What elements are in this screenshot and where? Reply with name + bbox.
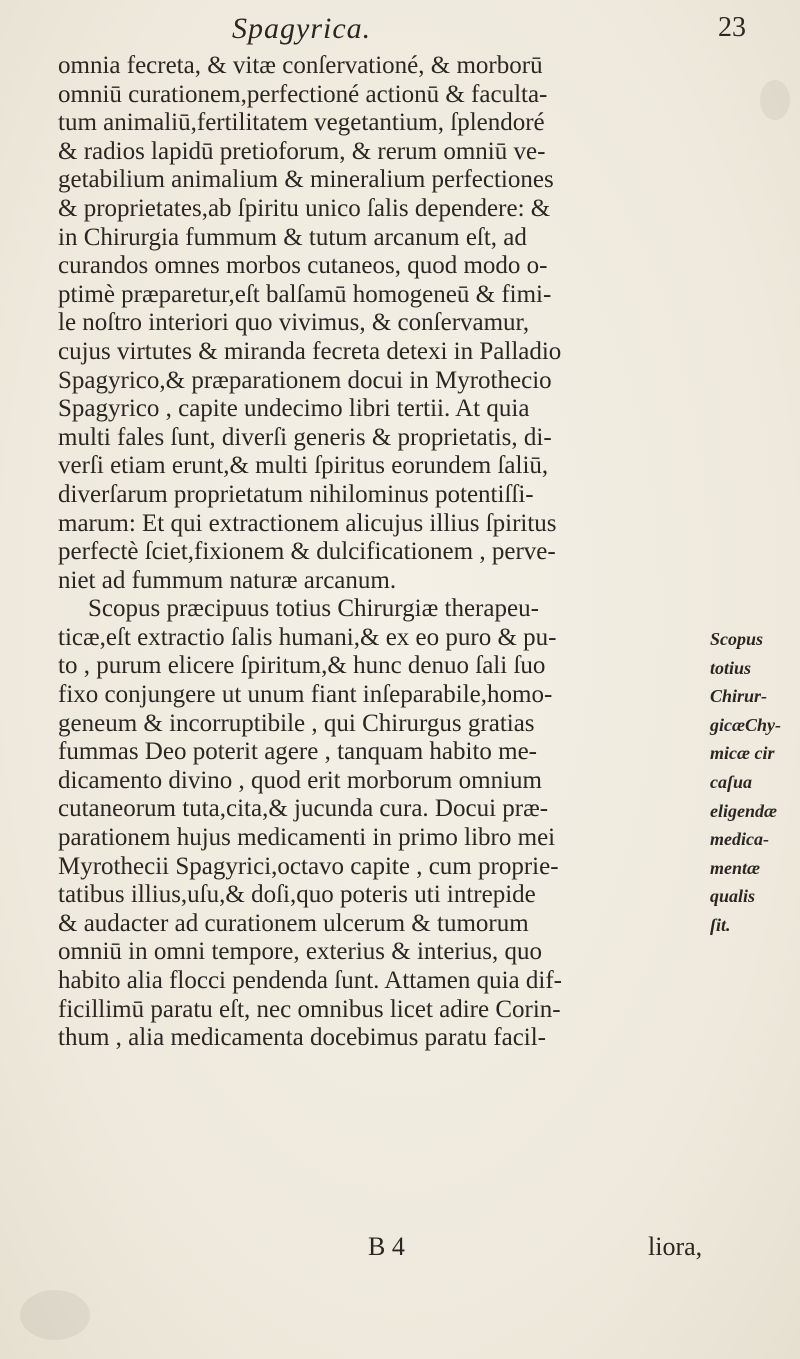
marginal-note-line: Scopus	[710, 629, 764, 649]
text-line: & proprietates,ab ſpiritu unico ſalis dependere: &	[58, 194, 551, 222]
page-smudge	[20, 1290, 90, 1340]
text-line: to , purum elicere ſpiritum,& hunc denuo ſali ſuo	[58, 652, 546, 680]
text-line: Scopus præcipuus totius Chirurgiæ therapeu-	[88, 595, 539, 623]
text-line: & audacter ad curationem ulcerum & tumorum	[58, 909, 529, 937]
running-title: Spagyrica.	[232, 12, 372, 45]
text-line: omniū in omni tempore, exterius & interius, quo	[58, 938, 542, 966]
marginal-note-line: gicæChy-	[710, 714, 781, 735]
text-line: fixo conjungere ut unum fiant inſeparabile,homo-	[58, 681, 553, 709]
text-line: curandos omnes morbos cutaneos, quod modo o-	[58, 252, 548, 280]
text-line: thum , alia medicamenta docebimus paratu facil-	[58, 1024, 547, 1052]
text-line: tum animaliū,fertilitatem vegetantium, ſplendoré	[58, 109, 545, 137]
marginal-note	[710, 625, 796, 940]
text-line: diverſarum proprietatum nihilominus potentiſſi-	[58, 480, 534, 508]
text-line: Myrothecii Spagyrici,octavo capite , cum proprie-	[58, 852, 559, 880]
marginal-note-line: mentæ	[710, 857, 761, 878]
signature-mark: B 4	[368, 1232, 405, 1261]
text-line: parationem hujus medicamenti in primo libro mei	[58, 824, 556, 852]
text-line: fummas Deo poterit agere , tanquam habito me-	[58, 738, 538, 766]
text-line: le noſtro interiori quo vivimus, & conſervamur,	[58, 309, 530, 337]
marginal-note-line: medica-	[710, 829, 769, 850]
running-head	[0, 10, 800, 50]
catchword: liora,	[648, 1232, 703, 1261]
text-line: ptimè præparetur,eſt balſamū homogeneū & fimi-	[58, 280, 552, 308]
marginal-note-line: Chirur-	[710, 686, 768, 707]
marginal-note-line: totius	[710, 657, 752, 678]
text-line: in Chirurgia fummum & tutum arcanum eſt, ad	[58, 223, 527, 251]
text-line: ficillimū paratu eſt, nec omnibus licet adire Corin-	[58, 995, 561, 1023]
text-line: verſi etiam erunt,& multi ſpiritus eorundem ſaliū,	[58, 452, 549, 480]
text-line: geneum & incorruptibile , qui Chirurgus gratias	[58, 709, 535, 737]
marginal-note-line: ſit.	[710, 914, 731, 935]
marginal-note-line: eligendæ	[710, 800, 777, 821]
text-line: Spagyrico , capite undecimo libri tertii. At quia	[58, 395, 530, 423]
text-line: omniū curationem,perfectioné actionū & faculta-	[58, 80, 548, 108]
text-line: multi fales ſunt, diverſi generis & proprietatis, di-	[58, 423, 552, 451]
page-number: 23	[718, 12, 746, 43]
text-line: getabilium animalium & mineralium perfectiones	[58, 166, 554, 194]
text-line: niet ad fummum naturæ arcanum.	[58, 566, 397, 594]
text-line: ticæ,eſt extractio ſalis humani,& ex eo puro & pu-	[58, 623, 557, 651]
text-line: & radios lapidū pretioforum, & rerum omniū ve-	[58, 137, 546, 165]
text-line: Spagyrico,& præparationem docui in Myrothecio	[58, 366, 552, 394]
text-line: habito alia flocci pendenda ſunt. Attamen quia dif-	[58, 967, 563, 994]
page-smudge	[760, 80, 790, 120]
text-line: perfectè ſciet,fixionem & dulcificationem , perve-	[58, 538, 556, 566]
marginal-note-line: caſua	[710, 771, 752, 792]
text-line: marum: Et qui extractionem alicujus illius ſpiritus	[58, 509, 557, 537]
marginal-note-line: micæ cir	[710, 743, 775, 764]
text-line: omnia fecreta, & vitæ conſervationé, & morborū	[58, 52, 543, 79]
text-line: dicamento divino , quod erit morborum omnium	[58, 766, 542, 794]
text-line: tatibus illius,uſu,& doſi,quo poteris uti intrepide	[58, 881, 536, 909]
marginal-note-line: qualis	[710, 886, 756, 907]
main-text-block	[58, 52, 708, 1053]
text-line: cutaneorum tuta,cita,& jucunda cura. Docui præ-	[58, 795, 549, 823]
text-line: cujus virtutes & miranda fecreta detexi in Palladio	[58, 337, 562, 365]
